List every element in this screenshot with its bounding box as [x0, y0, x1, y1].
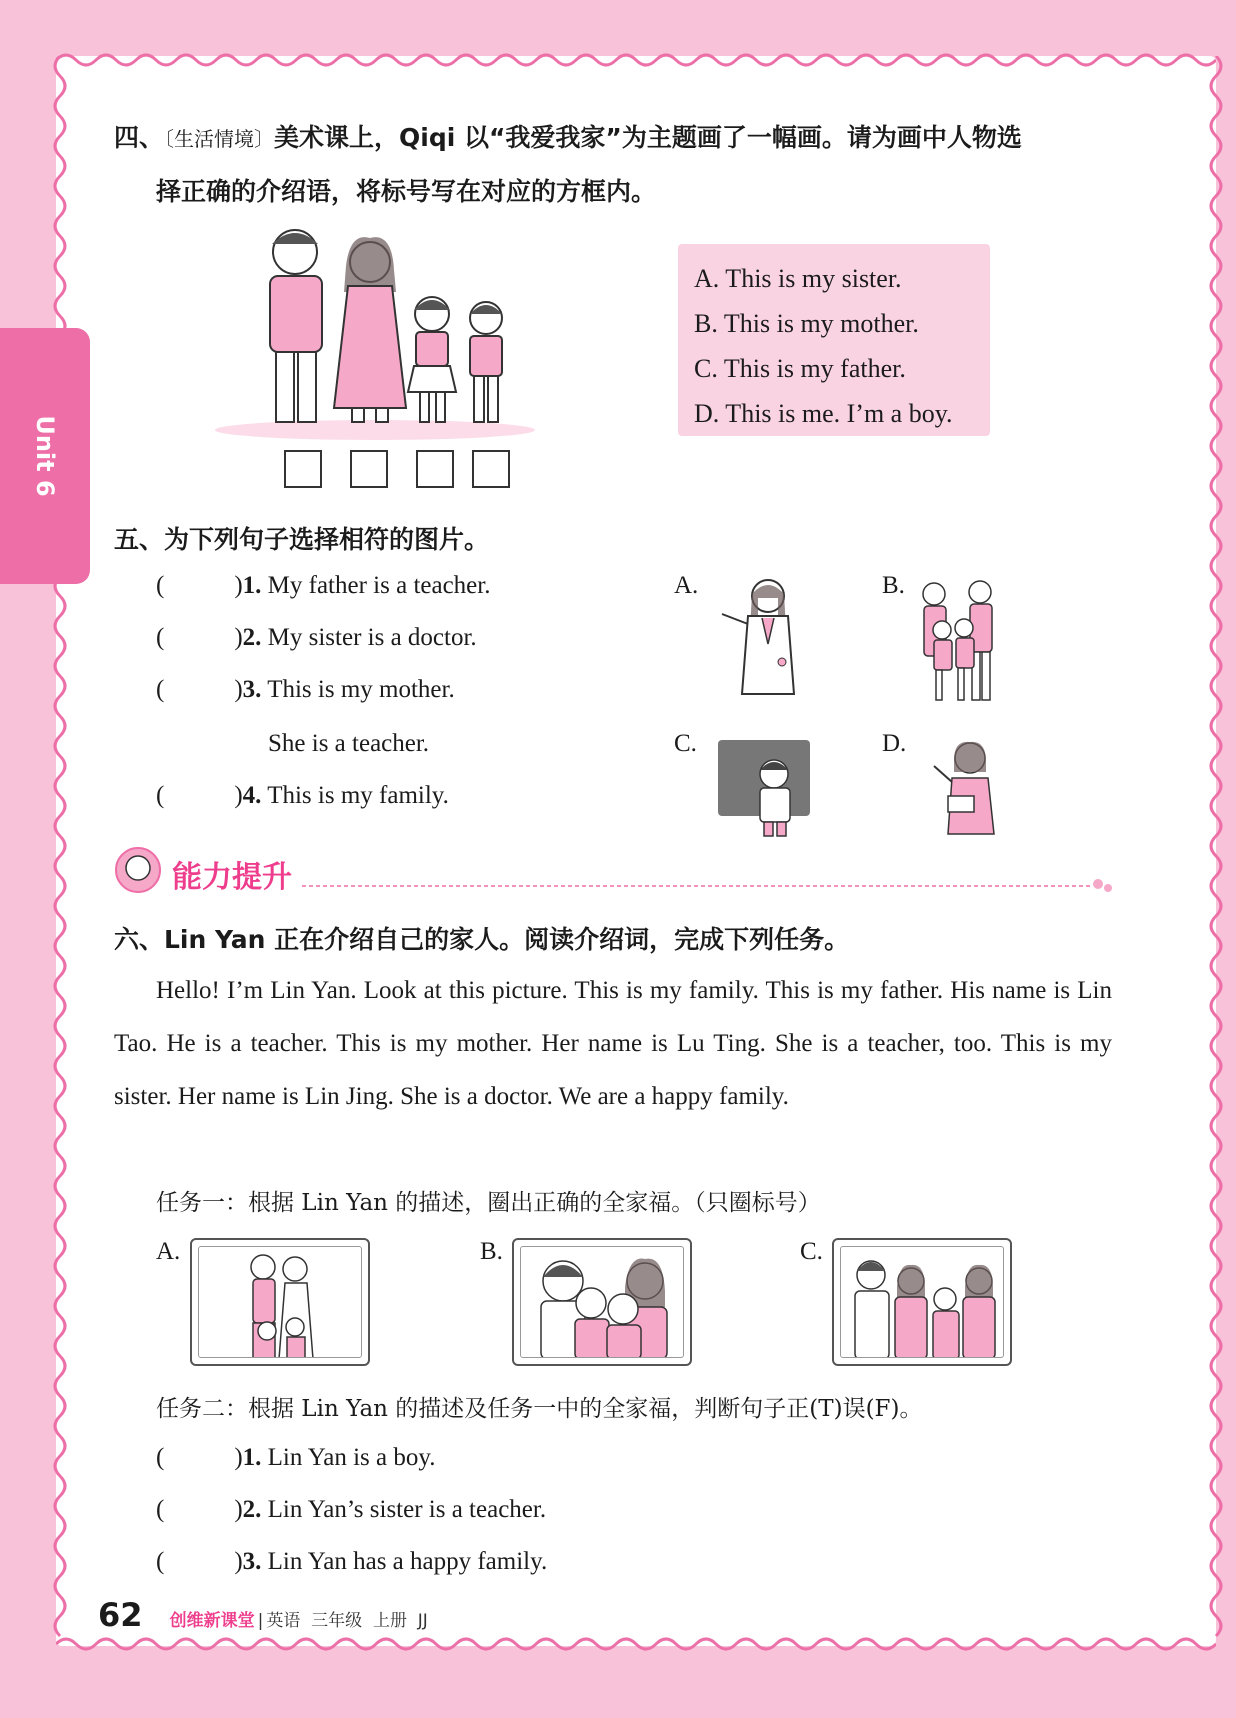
item-text: Lin Yan’s sister is a teacher. [267, 1496, 547, 1523]
paren-close: ) [234, 1496, 243, 1523]
tf-item-3 [156, 1548, 547, 1576]
photo-label-c[interactable]: C. [800, 1238, 823, 1265]
item-text: My father is a teacher. [267, 572, 491, 599]
answer-box-4[interactable] [472, 450, 510, 488]
paren-close: ) [234, 624, 243, 651]
teacher-blackboard-picture [716, 738, 812, 838]
task1-instruction: 任务一：根据 Lin Yan 的描述，圈出正确的全家福。（只圈标号） [156, 1190, 821, 1216]
paren-open: ( [156, 1548, 165, 1575]
section4-heading [114, 118, 1022, 154]
photo-label-a[interactable]: A. [156, 1238, 181, 1265]
item-number: 3. [242, 1548, 262, 1575]
item-text: My sister is a doctor. [267, 624, 477, 651]
paren-open: ( [156, 572, 165, 599]
section5-title: 五、为下列句子选择相符的图片。 [114, 525, 490, 554]
section4-line2: 择正确的介绍语，将标号写在对应的方框内。 [156, 177, 657, 206]
unit-label: Unit 6 [31, 415, 59, 497]
option-b: B. This is my mother. [694, 309, 919, 338]
answer-box-3[interactable] [416, 450, 454, 488]
answer-box-1[interactable] [284, 450, 322, 488]
pic-label-d: D. [882, 730, 907, 757]
section4-number: 四、 [114, 123, 165, 152]
footer-divider: | [257, 1611, 264, 1631]
pic-label-b: B. [882, 572, 905, 599]
item-text: This is my mother. [267, 676, 455, 703]
pic-label-c: C. [674, 730, 697, 757]
s5-item-3-cont: She is a teacher. [268, 730, 430, 757]
paren-open: ( [156, 1444, 165, 1471]
female-teacher-picture [926, 736, 1006, 846]
paren-open: ( [156, 676, 165, 703]
tf-item-2 [156, 1496, 546, 1524]
tf-item-1 [156, 1444, 436, 1472]
item-text: Lin Yan is a boy. [267, 1444, 436, 1471]
doctor-picture [712, 574, 812, 698]
paren-close: ) [234, 572, 243, 599]
pic-label-a: A. [674, 572, 699, 599]
paren-close: ) [234, 782, 243, 809]
family-photo-b [512, 1238, 692, 1366]
s5-item-4 [156, 782, 449, 810]
s5-item-3 [156, 676, 455, 704]
option-c: C. This is my father. [694, 354, 906, 383]
options-box [678, 244, 990, 436]
item-number: 2. [242, 624, 262, 651]
family-photo-c [832, 1238, 1012, 1366]
family-drawing-image [200, 222, 550, 444]
option-d: D. This is me. I’m a boy. [694, 399, 953, 428]
ability-banner-title: 能力提升 [172, 860, 292, 895]
unit-side-tab [0, 328, 90, 584]
paren-close: ) [234, 1444, 243, 1471]
item-number: 2. [242, 1496, 262, 1523]
s5-item-1 [156, 572, 490, 600]
paren-close: ) [234, 1548, 243, 1575]
family-picture [914, 578, 1004, 706]
paren-close: ) [234, 676, 243, 703]
item-number: 1. [242, 1444, 262, 1471]
paren-open: ( [156, 624, 165, 651]
item-number: 4. [242, 782, 262, 809]
item-text: Lin Yan has a happy family. [267, 1548, 548, 1575]
book-info: 英语 三年级 上册 JJ [266, 1611, 428, 1631]
family-photo-a [190, 1238, 370, 1366]
option-a: A. This is my sister. [694, 264, 902, 293]
answer-box-2[interactable] [350, 450, 388, 488]
section4-tag: 〔生活情境〕 [164, 127, 275, 151]
item-number: 1. [242, 572, 262, 599]
page-footer [98, 1596, 428, 1634]
paren-open: ( [156, 1496, 165, 1523]
s5-item-2 [156, 624, 477, 652]
brand-name: 创维新课堂 [169, 1611, 255, 1631]
page-number: 62 [98, 1596, 143, 1634]
task2-instruction: 任务二：根据 Lin Yan 的描述及任务一中的全家福，判断句子正(T)误(F)。 [156, 1396, 923, 1422]
section6-title: 六、Lin Yan 正在介绍自己的家人。阅读介绍词，完成下列任务。 [114, 925, 850, 954]
item-text: This is my family. [267, 782, 449, 809]
photo-label-b[interactable]: B. [480, 1238, 503, 1265]
item-number: 3. [242, 676, 262, 703]
reading-passage: Hello! I’m Lin Yan. Look at this picture. This is my family. This is my father. His name is Lin Tao. He is a teacher. This is my mother. Her name is Lu Ting. She is a teacher, too. This is my sister. Her name is Lin Jing. She is a doctor. We are a happy family. [114, 977, 1112, 1110]
paren-open: ( [156, 782, 165, 809]
section4-line1: 美术课上，Qiqi 以“我爱我家”为主题画了一幅画。请为画中人物选 [274, 123, 1022, 152]
